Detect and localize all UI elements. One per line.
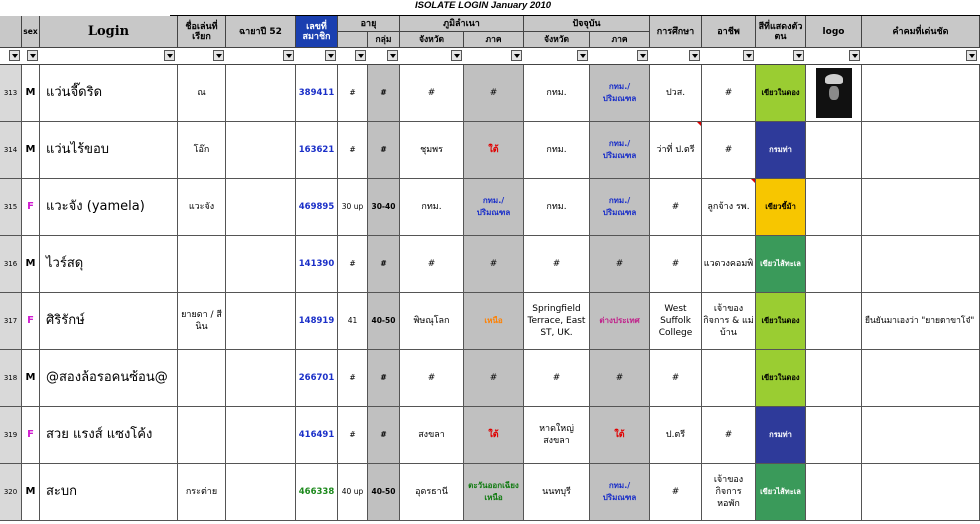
login-cell[interactable]	[40, 236, 178, 293]
age-group-cell-text: #	[380, 145, 387, 154]
cur-region-cell-text: #	[615, 373, 624, 383]
education-cell[interactable]	[650, 407, 702, 464]
logo-cell[interactable]	[806, 179, 862, 236]
home-province-cell[interactable]	[400, 179, 464, 236]
home-province-cell[interactable]	[400, 65, 464, 122]
cur-province-cell[interactable]	[524, 464, 590, 521]
login-cell[interactable]	[40, 407, 178, 464]
cur-province-cell[interactable]	[524, 293, 590, 350]
age-group-cell[interactable]	[368, 464, 400, 521]
sex-cell[interactable]	[22, 179, 40, 236]
home-province-cell[interactable]	[400, 350, 464, 407]
login-cell-text: @สองล้อรอคนซ้อน@	[46, 370, 168, 385]
cur-region-cell-text: กทม./ ปริมณฑล	[602, 82, 637, 103]
style-color-cell-text: เขียวในดอง	[761, 316, 800, 325]
style-color-cell[interactable]	[756, 65, 806, 122]
table-row	[0, 65, 980, 122]
age-cell-text: #	[349, 259, 356, 268]
occupation-cell[interactable]	[702, 407, 756, 464]
sheet-title-bar	[170, 0, 980, 16]
comment-cell[interactable]	[862, 65, 980, 122]
cur-province-cell-text: #	[552, 373, 561, 383]
home-region-cell-text: ใต้	[488, 145, 499, 155]
cur-province-cell-text: กทม.	[546, 145, 567, 155]
style-color-cell-text: กรมท่า	[769, 430, 792, 439]
style-color-cell-text: เขียวไส้ทะเล	[760, 259, 801, 268]
home-province-cell[interactable]	[400, 464, 464, 521]
login-cell-text: แว่นจี๊ดริด	[46, 85, 103, 100]
header-hometown: ภูมิลำเนา	[400, 16, 524, 32]
login-cell-text: สวย แรงส์ แซงโค้ง	[46, 427, 153, 442]
year52-cell[interactable]	[226, 407, 296, 464]
cur-province-cell-text: #	[552, 259, 561, 269]
row-number[interactable]	[0, 122, 22, 179]
education-cell-text: ปวส.	[665, 88, 686, 98]
education-cell-text: #	[671, 373, 680, 383]
cur-region-cell[interactable]	[590, 407, 650, 464]
cur-province-cell-text: กทม.	[546, 202, 567, 212]
year52-cell[interactable]	[226, 122, 296, 179]
occupation-cell[interactable]	[702, 293, 756, 350]
age-group-cell[interactable]	[368, 236, 400, 293]
nickname-cell[interactable]	[178, 350, 226, 407]
home-region-cell[interactable]	[464, 122, 524, 179]
nickname-cell[interactable]	[178, 236, 226, 293]
filter-dropdown-comment[interactable]	[966, 50, 977, 61]
occupation-cell-text: #	[724, 145, 733, 155]
sex-cell[interactable]	[22, 407, 40, 464]
age-cell[interactable]	[338, 407, 368, 464]
age-cell-text: #	[349, 373, 356, 382]
login-cell[interactable]	[40, 122, 178, 179]
occupation-cell-text: #	[724, 430, 733, 440]
education-cell[interactable]	[650, 65, 702, 122]
sex-cell-text: F	[27, 315, 34, 326]
row-number-text: 319	[3, 431, 18, 439]
member-id-cell-text: 469895	[298, 202, 335, 212]
login-cell[interactable]	[40, 179, 178, 236]
occupation-cell[interactable]	[702, 65, 756, 122]
header-cur-province: จังหวัด	[524, 32, 590, 48]
header-home-province: จังหวัด	[400, 32, 464, 48]
login-cell[interactable]	[40, 350, 178, 407]
cur-region-cell-text: กทม./ ปริมณฑล	[602, 196, 637, 217]
education-cell-text: ว่าที่ ป.ตรี	[656, 145, 695, 155]
login-cell-text: แว่นไร้ขอบ	[46, 142, 110, 157]
education-cell-text: West Suffolk College	[658, 304, 693, 338]
cur-province-cell-text: หาดใหญ่ สงขลา	[539, 424, 574, 446]
age-group-cell-text: #	[380, 259, 387, 268]
header-occupation: อาชีพ	[702, 16, 756, 48]
table-row	[0, 236, 980, 293]
style-color-cell-text: เขียวในดอง	[761, 88, 800, 97]
education-cell-text: ป.ตรี	[665, 430, 686, 440]
login-cell-text: แวะจัง (yamela)	[46, 199, 145, 214]
age-cell[interactable]	[338, 464, 368, 521]
nickname-cell[interactable]	[178, 65, 226, 122]
table-row	[0, 179, 980, 236]
filter-dropdown-education[interactable]	[689, 50, 700, 61]
nickname-cell[interactable]	[178, 293, 226, 350]
style-color-cell[interactable]	[756, 350, 806, 407]
header-login: Login	[40, 16, 178, 48]
age-group-cell[interactable]	[368, 350, 400, 407]
age-cell-text: 41	[347, 316, 358, 325]
comment-cell-text: ยืนยันมาเองว่า "ยายดาขาโจ๋"	[865, 316, 975, 326]
row-number[interactable]	[0, 293, 22, 350]
sex-cell[interactable]	[22, 293, 40, 350]
comment-cell[interactable]	[862, 179, 980, 236]
age-cell[interactable]	[338, 293, 368, 350]
row-number-text: 316	[3, 260, 18, 268]
cur-province-cell-text: กทม.	[546, 88, 567, 98]
home-region-cell-text: #	[489, 373, 498, 383]
sex-cell-text: M	[25, 87, 36, 98]
home-region-cell[interactable]	[464, 293, 524, 350]
home-region-cell[interactable]	[464, 350, 524, 407]
cur-region-cell[interactable]	[590, 179, 650, 236]
filter-dropdown-cur-province[interactable]	[577, 50, 588, 61]
year52-cell[interactable]	[226, 65, 296, 122]
home-province-cell-text: #	[427, 373, 436, 383]
education-cell[interactable]	[650, 179, 702, 236]
header-year52: ฉายาปี 52	[226, 16, 296, 48]
nickname-cell[interactable]	[178, 179, 226, 236]
education-cell[interactable]	[650, 236, 702, 293]
row-number-text: 314	[3, 146, 18, 154]
occupation-cell-text: ลูกจ้าง รพ.	[707, 202, 750, 212]
header-style-color: สีที่แสดงตัวตน	[756, 16, 806, 48]
table-row	[0, 293, 980, 350]
occupation-cell[interactable]	[702, 464, 756, 521]
sex-cell[interactable]	[22, 236, 40, 293]
occupation-cell[interactable]	[702, 350, 756, 407]
cur-province-cell[interactable]	[524, 65, 590, 122]
login-cell-text: ศิริรักษ์	[46, 313, 85, 328]
logo-cell[interactable]	[806, 464, 862, 521]
style-color-cell-text: เขียวขี้ม้า	[765, 202, 796, 211]
cur-province-cell-text: นนทบุรี	[542, 487, 571, 497]
member-id-cell-text: 389411	[298, 88, 335, 98]
table-row	[0, 122, 980, 179]
member-id-cell-text: 466338	[298, 487, 335, 497]
member-id-cell-text: 416491	[298, 430, 335, 440]
comment-cell[interactable]	[862, 122, 980, 179]
member-id-cell[interactable]	[296, 464, 338, 521]
header-age: อายุ	[338, 16, 400, 32]
sex-cell-text: M	[25, 258, 36, 269]
nickname-cell[interactable]	[178, 122, 226, 179]
year52-cell[interactable]	[226, 350, 296, 407]
age-cell[interactable]	[338, 350, 368, 407]
member-id-cell-text: 163621	[298, 145, 335, 155]
home-province-cell[interactable]	[400, 122, 464, 179]
style-color-cell-text: เขียวในดอง	[761, 373, 800, 382]
row-number[interactable]	[0, 407, 22, 464]
table-row	[0, 350, 980, 407]
cur-region-cell[interactable]	[590, 293, 650, 350]
filter-dropdown-occupation[interactable]	[743, 50, 754, 61]
home-province-cell-text: #	[427, 259, 436, 269]
cur-region-cell[interactable]	[590, 236, 650, 293]
home-region-cell[interactable]	[464, 179, 524, 236]
row-number-text: 313	[3, 89, 18, 97]
nickname-cell-text: กระต่าย	[185, 487, 218, 497]
member-id-cell-text: 148919	[298, 316, 335, 326]
comment-cell[interactable]	[862, 464, 980, 521]
cur-province-cell[interactable]	[524, 122, 590, 179]
filter-dropdown-home-region[interactable]	[511, 50, 522, 61]
filter-dropdown-cur-region[interactable]	[637, 50, 648, 61]
cur-region-cell[interactable]	[590, 65, 650, 122]
age-cell-text: 40 up	[341, 487, 364, 496]
cur-province-cell-text: Springfield Terrace, East ST, UK.	[527, 304, 586, 338]
header-home-region: ภาค	[464, 32, 524, 48]
filter-dropdown-style-color[interactable]	[793, 50, 804, 61]
logo-cell[interactable]	[806, 407, 862, 464]
table-row	[0, 464, 980, 521]
login-cell[interactable]	[40, 293, 178, 350]
cur-region-cell-text: #	[615, 259, 624, 269]
home-province-cell-text: สงขลา	[418, 430, 445, 440]
age-group-cell-text: #	[380, 373, 387, 382]
sex-cell-text: M	[25, 486, 36, 497]
nickname-cell-text: โอ๊ก	[193, 145, 210, 155]
age-group-cell-text: #	[380, 430, 387, 439]
age-group-cell-text: #	[380, 88, 387, 97]
member-id-cell[interactable]	[296, 236, 338, 293]
user-logo-image	[816, 68, 852, 118]
cur-province-cell[interactable]	[524, 407, 590, 464]
filter-dropdown-member-id[interactable]	[325, 50, 336, 61]
year52-cell[interactable]	[226, 293, 296, 350]
nickname-cell[interactable]	[178, 407, 226, 464]
education-cell[interactable]	[650, 293, 702, 350]
nickname-cell-text: ยายดา / สีนิน	[181, 310, 222, 332]
sex-cell[interactable]	[22, 350, 40, 407]
cur-region-cell[interactable]	[590, 350, 650, 407]
row-number[interactable]	[0, 179, 22, 236]
comment-cell[interactable]	[862, 293, 980, 350]
logo-cell[interactable]	[806, 350, 862, 407]
header-logo: logo	[806, 16, 862, 48]
header-cur-region: ภาค	[590, 32, 650, 48]
comment-marker[interactable]	[751, 179, 755, 183]
age-cell-text: 30 up	[341, 202, 364, 211]
age-cell-text: #	[349, 88, 356, 97]
table-row	[0, 407, 980, 464]
home-region-cell[interactable]	[464, 236, 524, 293]
age-group-cell-text: 40-50	[371, 487, 396, 496]
member-id-cell[interactable]	[296, 179, 338, 236]
age-group-cell[interactable]	[368, 65, 400, 122]
header-member-id: เลขที่สมาชิก	[296, 16, 338, 48]
occupation-cell[interactable]	[702, 236, 756, 293]
filter-dropdown-age-group[interactable]	[387, 50, 398, 61]
home-region-cell[interactable]	[464, 407, 524, 464]
education-cell[interactable]	[650, 464, 702, 521]
occupation-cell[interactable]	[702, 179, 756, 236]
row-number-text: 315	[3, 203, 18, 211]
age-cell[interactable]	[338, 65, 368, 122]
comment-marker[interactable]	[697, 122, 701, 126]
login-cell-text: สะบก	[46, 484, 78, 499]
age-group-cell[interactable]	[368, 293, 400, 350]
member-id-cell-text: 141390	[298, 259, 335, 269]
sex-cell[interactable]	[22, 464, 40, 521]
home-region-cell-text: #	[489, 88, 498, 98]
style-color-cell[interactable]	[756, 293, 806, 350]
occupation-cell-text: เจ้าของกิจการ & แม่บ้าน	[703, 304, 754, 338]
home-province-cell[interactable]	[400, 293, 464, 350]
row-number[interactable]	[0, 350, 22, 407]
logo-cell[interactable]	[806, 122, 862, 179]
home-region-cell-text: เหนือ	[484, 316, 503, 325]
filter-dropdown-nickname[interactable]	[213, 50, 224, 61]
header-sex: sex	[22, 16, 40, 48]
comment-cell[interactable]	[862, 236, 980, 293]
age-group-cell[interactable]	[368, 122, 400, 179]
member-id-cell[interactable]	[296, 407, 338, 464]
filter-dropdown-logo[interactable]	[849, 50, 860, 61]
member-id-cell[interactable]	[296, 65, 338, 122]
occupation-cell-text: #	[724, 88, 733, 98]
sheet-title: ISOLATE LOGIN January 2010	[415, 0, 552, 11]
age-cell[interactable]	[338, 236, 368, 293]
comment-cell[interactable]	[862, 407, 980, 464]
style-color-cell[interactable]	[756, 179, 806, 236]
home-region-cell[interactable]	[464, 464, 524, 521]
logo-cell[interactable]	[806, 236, 862, 293]
filter-dropdown-sex-2[interactable]	[27, 50, 38, 61]
education-cell-text: #	[671, 259, 680, 269]
cur-province-cell[interactable]	[524, 236, 590, 293]
login-cell[interactable]	[40, 65, 178, 122]
cur-province-cell[interactable]	[524, 350, 590, 407]
row-number-text: 320	[3, 488, 18, 496]
login-cell[interactable]	[40, 464, 178, 521]
cur-region-cell-text: ใต้	[614, 430, 625, 440]
age-group-cell-text: 40-50	[371, 316, 396, 325]
home-province-cell[interactable]	[400, 236, 464, 293]
header-comment: คำคมที่เด่นชัด	[862, 16, 980, 48]
age-cell-text: #	[349, 145, 356, 154]
home-region-cell-text: กทม./ ปริมณฑล	[476, 196, 511, 217]
age-group-cell[interactable]	[368, 179, 400, 236]
age-cell[interactable]	[338, 122, 368, 179]
home-region-cell-text: ตะวันออกเฉียงเหนือ	[468, 481, 519, 502]
home-region-cell-text: ใต้	[488, 430, 499, 440]
age-cell[interactable]	[338, 179, 368, 236]
header-education: การศึกษา	[650, 16, 702, 48]
cur-region-cell[interactable]	[590, 464, 650, 521]
filter-dropdown-year52[interactable]	[283, 50, 294, 61]
header-current: ปัจจุบัน	[524, 16, 650, 32]
nickname-cell-text: ณ	[197, 88, 206, 98]
style-color-cell[interactable]	[756, 122, 806, 179]
style-color-cell-text: เขียวไส้ทะเล	[760, 487, 801, 496]
age-cell-text: #	[349, 430, 356, 439]
home-region-cell[interactable]	[464, 65, 524, 122]
cur-region-cell-text: กทม./ ปริมณฑล	[602, 139, 637, 160]
member-id-cell[interactable]	[296, 350, 338, 407]
filter-dropdown-login[interactable]	[164, 50, 175, 61]
education-cell[interactable]	[650, 122, 702, 179]
education-cell-text: #	[671, 202, 680, 212]
logo-cell[interactable]	[806, 293, 862, 350]
cur-region-cell-text: ต่างประเทศ	[599, 316, 640, 325]
sex-cell[interactable]	[22, 122, 40, 179]
logo-cell[interactable]	[806, 65, 862, 122]
style-color-cell-text: กรมท่า	[769, 145, 792, 154]
home-province-cell-text: กทม.	[421, 202, 442, 212]
style-color-cell[interactable]	[756, 464, 806, 521]
member-id-cell[interactable]	[296, 122, 338, 179]
row-number-text: 318	[3, 374, 18, 382]
occupation-cell-text: แวดวงคอมพิ	[703, 259, 754, 269]
home-province-cell-text: พิษณุโลก	[413, 316, 450, 326]
row-number[interactable]	[0, 464, 22, 521]
filter-dropdown-home-province[interactable]	[451, 50, 462, 61]
row-number[interactable]	[0, 236, 22, 293]
member-id-cell-text: 266701	[298, 373, 335, 383]
style-color-cell[interactable]	[756, 407, 806, 464]
home-province-cell-text: อุดรธานี	[415, 487, 448, 497]
nickname-cell[interactable]	[178, 464, 226, 521]
sex-cell-text: M	[25, 372, 36, 383]
age-group-cell[interactable]	[368, 407, 400, 464]
comment-cell[interactable]	[862, 350, 980, 407]
row-number-text: 317	[3, 317, 18, 325]
education-cell-text: #	[671, 487, 680, 497]
header-row-number	[0, 16, 22, 48]
year52-cell[interactable]	[226, 236, 296, 293]
home-province-cell-text: ชุมพร	[420, 145, 443, 155]
sex-cell[interactable]	[22, 65, 40, 122]
style-color-cell[interactable]	[756, 236, 806, 293]
occupation-cell-text: เจ้าของกิจการ หอพัก	[713, 475, 744, 509]
sex-cell-text: F	[27, 201, 34, 212]
cur-province-cell[interactable]	[524, 179, 590, 236]
year52-cell[interactable]	[226, 464, 296, 521]
login-cell-text: ไวร์สดุ	[46, 256, 84, 271]
age-group-cell-text: 30-40	[371, 202, 396, 211]
sex-cell-text: M	[25, 144, 36, 155]
header-nickname: ชื่อเล่นที่เรียก	[178, 16, 226, 48]
occupation-cell[interactable]	[702, 122, 756, 179]
header-age-value	[338, 32, 368, 48]
filter-dropdown-age[interactable]	[355, 50, 366, 61]
nickname-cell-text: แวะจัง	[188, 202, 215, 212]
home-province-cell[interactable]	[400, 407, 464, 464]
home-region-cell-text: #	[489, 259, 498, 269]
education-cell[interactable]	[650, 350, 702, 407]
member-id-cell[interactable]	[296, 293, 338, 350]
filter-dropdown-sex[interactable]	[9, 50, 20, 61]
cur-region-cell[interactable]	[590, 122, 650, 179]
cur-region-cell-text: กทม./ ปริมณฑล	[602, 481, 637, 502]
header-age-group: กลุ่ม	[368, 32, 400, 48]
home-province-cell-text: #	[427, 88, 436, 98]
sex-cell-text: F	[27, 429, 34, 440]
row-number[interactable]	[0, 65, 22, 122]
year52-cell[interactable]	[226, 179, 296, 236]
filter-row	[0, 48, 980, 65]
